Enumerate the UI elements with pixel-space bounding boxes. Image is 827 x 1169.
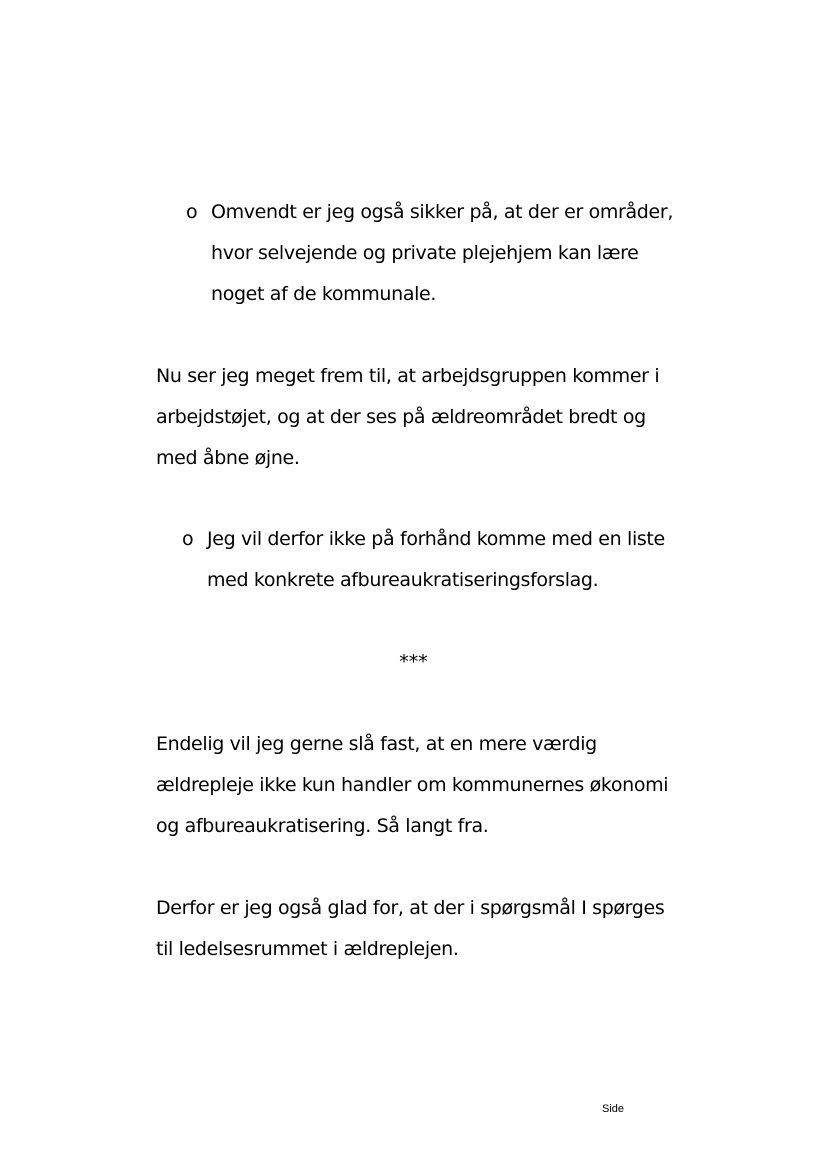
paragraph-line: noget af de kommunale. — [211, 283, 437, 305]
paragraph-line: arbejdstøjet, og at der ses på ældreområdet bredt og — [156, 406, 646, 428]
bullet-marker-icon: o — [186, 201, 198, 223]
section-separator: *** — [399, 651, 428, 673]
page-footer-label: Side — [602, 1103, 625, 1115]
paragraph-line: med konkrete afbureaukratiseringsforslag. — [207, 569, 599, 591]
paragraph-line: Derfor er jeg også glad for, at der i spørgsmål I spørges — [156, 897, 665, 919]
paragraph-line: ældrepleje ikke kun handler om kommunernes økonomi — [156, 774, 669, 796]
paragraph-line: Nu ser jeg meget frem til, at arbejdsgruppen kommer i — [156, 365, 660, 387]
paragraph-line: hvor selvejende og private plejehjem kan lære — [211, 242, 639, 264]
paragraph-line: med åbne øjne. — [156, 447, 300, 469]
paragraph-line: Jeg vil derfor ikke på forhånd komme med en liste — [207, 528, 665, 550]
paragraph-line: og afbureaukratisering. Så langt fra. — [156, 815, 489, 837]
bullet-marker-icon: o — [182, 528, 194, 550]
paragraph-line: til ledelsesrummet i ældreplejen. — [156, 938, 459, 960]
paragraph-line: Endelig vil jeg gerne slå fast, at en mere værdig — [156, 733, 597, 755]
paragraph-line: Omvendt er jeg også sikker på, at der er områder, — [211, 201, 674, 223]
